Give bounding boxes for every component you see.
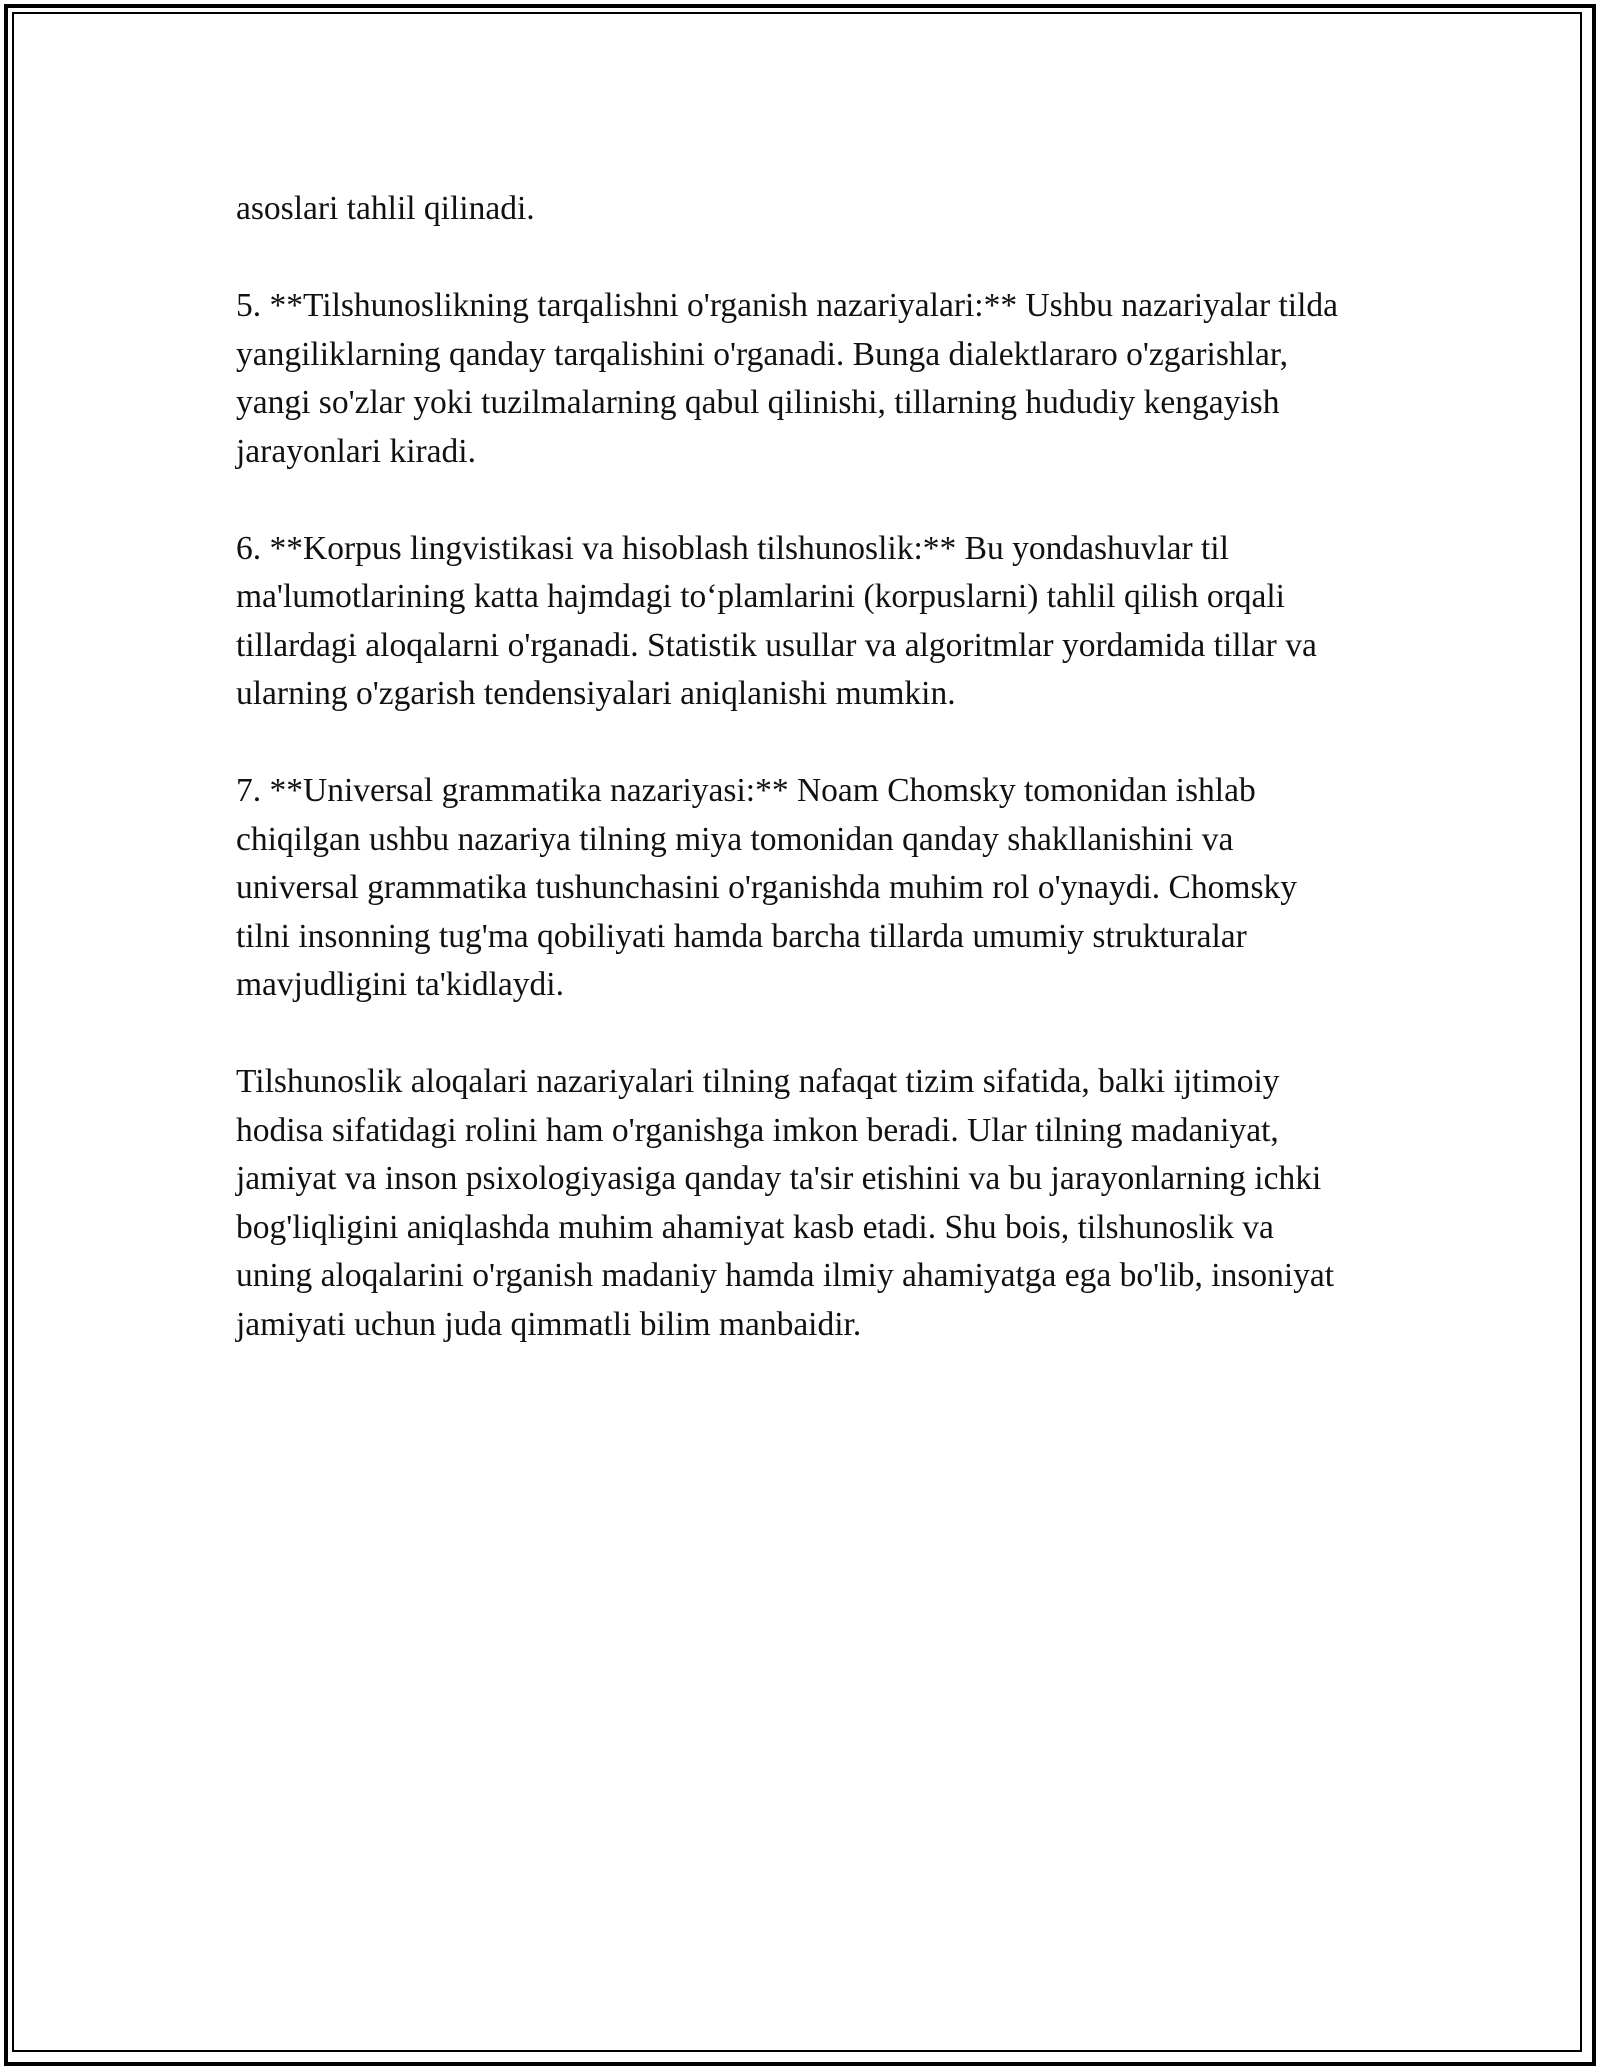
paragraph-item-6: 6. **Korpus lingvistikasi va hisoblash tilshunoslik:** Bu yondashuvlar til ma'lumotlarining katta hajmdagi to‘plamlarini (korpuslarni) tahlil qilish orqali tillardagi aloqalarni o'rganadi. Statistik usullar va algoritmlar yordamida tillar va ularning o'zgarish tendensiyalari aniqlanishi mumkin.: [236, 529, 1317, 712]
paragraph-continuation: asoslari tahlil qilinadi.: [236, 190, 535, 227]
paragraph-conclusion: Tilshunoslik aloqalari nazariyalari tilning nafaqat tizim sifatida, balki ijtimoiy hodisa sifatidagi rolini ham o'rganishga imkon beradi. Ular tilning madaniyat, jamiyat va inson psixologiyasiga qanday ta'sir etishini va bu jarayonlarning ichki bog'liqligini aniqlashda muhim ahamiyat kasb etadi. Shu bois, tilshunoslik va uning aloqalarini o'rganish madaniy hamda ilmiy ahamiyatga ega bo'lib, insoniyat jamiyati uchun juda qimmatli bilim manbaidir.: [236, 1063, 1335, 1343]
paragraph-item-5: 5. **Tilshunoslikning tarqalishni o'rganish nazariyalari:** Ushbu nazariyalar tilda yangiliklarning qanday tarqalishini o'rganadi. Bunga dialektlararo o'zgarishlar, yangi so'zlar yoki tuzilmalarning qabul qilinishi, tillarning hududiy kengayish jarayonlari kiradi.: [236, 287, 1339, 470]
document-body: [236, 185, 1356, 1398]
paragraph-item-7: 7. **Universal grammatika nazariyasi:** Noam Chomsky tomonidan ishlab chiqilgan ushbu nazariya tilning miya tomonidan qanday shakllanishini va universal grammatika tushunchasini o'rganishda muhim rol o'ynaydi. Chomsky tilni insonning tug'ma qobiliyati hamda barcha tillarda umumiy strukturalar mavjudligini ta'kidlaydi.: [236, 772, 1297, 1003]
